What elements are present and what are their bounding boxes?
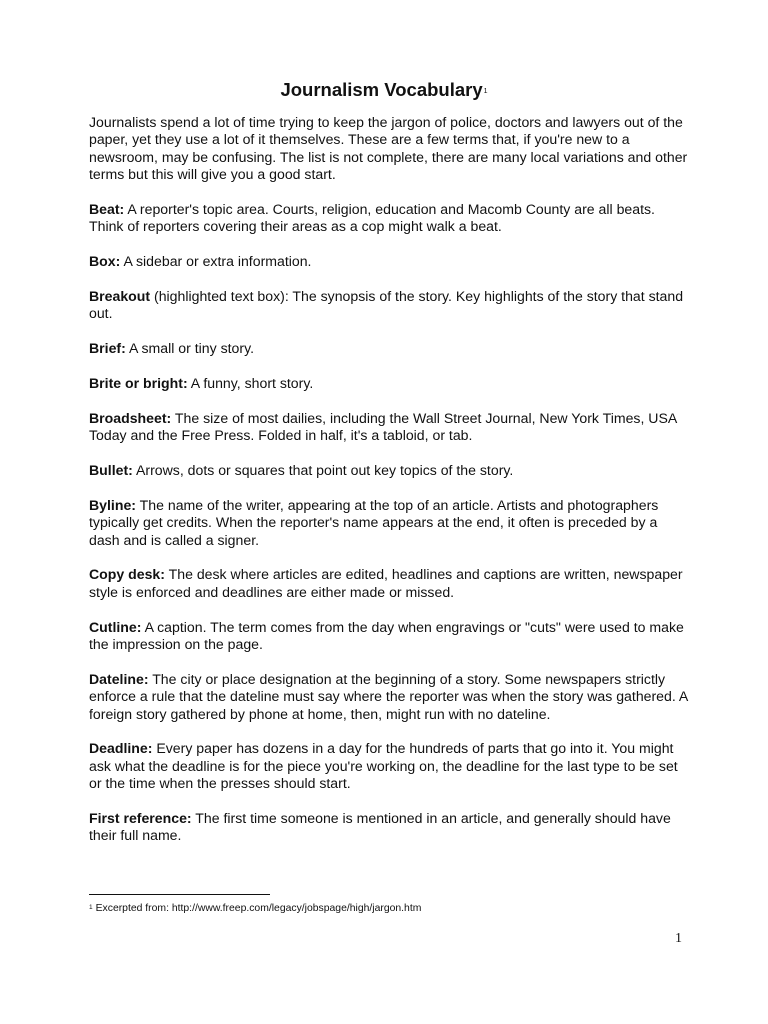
entry-definition: A funny, short story. <box>187 375 314 392</box>
entry-brite <box>89 375 689 392</box>
entry-term: Brief: <box>89 340 126 357</box>
footnote <box>89 902 421 916</box>
entry-definition: The desk where articles are edited, headlines and captions are written, newspaper style is enforced and deadlines are either made or missed. <box>89 566 683 600</box>
entry-term: Broadsheet: <box>89 409 172 426</box>
entry-first-reference <box>89 810 689 845</box>
title-text: Journalism Vocabulary <box>280 79 483 100</box>
entry-beat <box>89 201 689 236</box>
entry-term: Bullet: <box>89 462 133 479</box>
entry-definition: A small or tiny story. <box>125 340 254 357</box>
entry-term: Brite or bright: <box>89 375 188 392</box>
entry-brief <box>89 340 689 357</box>
entry-term: Beat: <box>89 201 125 218</box>
entry-definition: The size of most dailies, including the Wall Street Journal, New York Times, USA Today and the Free Press. Folded in half, it's a tabloid, or tab. <box>89 409 677 444</box>
entry-definition: A sidebar or extra information. <box>120 253 312 270</box>
entry-definition: The city or place designation at the beginning of a story. Some newspapers strictly enforce a rule that the dateline must say where the reporter was when the story was gathered. A foreign story gathered by phone at home, then, might run with no dateline. <box>89 670 688 722</box>
entry-term: First reference: <box>89 810 192 827</box>
entry-dateline <box>89 671 689 723</box>
entry-definition: Arrows, dots or squares that point out key topics of the story. <box>132 462 514 479</box>
document-body <box>89 114 689 862</box>
title-footnote-marker: 1 <box>483 88 488 95</box>
entry-definition: Every paper has dozens in a day for the hundreds of parts that go into it. You might ask what the deadline is for the piece you're working on, the deadline for the last type to be set or the time when the presses should start. <box>89 740 678 792</box>
entry-byline <box>89 497 689 549</box>
entry-broadsheet <box>89 410 689 445</box>
entry-term: Copy desk: <box>89 566 165 583</box>
entry-copy-desk <box>89 566 689 601</box>
entry-box <box>89 253 689 270</box>
entry-term: Box: <box>89 253 121 270</box>
entry-cutline <box>89 619 689 654</box>
entry-definition: The name of the writer, appearing at the top of an article. Artists and photographers typically get credits. When the reporter's name appears at the end, it often is preceded by a dash and is called a signer. <box>89 496 659 548</box>
page-number: 1 <box>675 931 682 946</box>
entry-term: Byline: <box>89 496 136 513</box>
entry-term: Cutline: <box>89 618 142 635</box>
entry-bullet <box>89 462 689 479</box>
entry-term: Dateline: <box>89 670 149 687</box>
entry-definition: A caption. The term comes from the day when engravings or "cuts" were used to make the impression on the page. <box>89 618 684 653</box>
entry-deadline <box>89 740 689 792</box>
footnote-text: Excerpted from: http://www.freep.com/legacy/jobspage/high/jargon.htm <box>95 903 422 914</box>
intro-paragraph: Journalists spend a lot of time trying to keep the jargon of police, doctors and lawyers out of the paper, yet they use a lot of it themselves. These are a few terms that, if you're new to a newsroom, may be confusing. The list is not complete, there are many local variations and other terms but this will give you a good start. <box>89 114 688 183</box>
entry-definition: (highlighted text box): The synopsis of the story. Key highlights of the story that stand out. <box>89 288 684 322</box>
document-title <box>0 78 768 102</box>
entry-term: Breakout <box>89 288 151 305</box>
entry-definition: The first time someone is mentioned in an article, and generally should have their full name. <box>89 810 671 844</box>
entry-term: Deadline: <box>89 740 153 757</box>
entry-breakout <box>89 288 689 323</box>
entry-definition: A reporter's topic area. Courts, religion, education and Macomb County are all beats. Think of reporters covering their areas as a cop might walk a beat. <box>89 201 655 235</box>
footnote-divider <box>89 894 270 895</box>
footnote-marker: 1 <box>89 904 93 911</box>
